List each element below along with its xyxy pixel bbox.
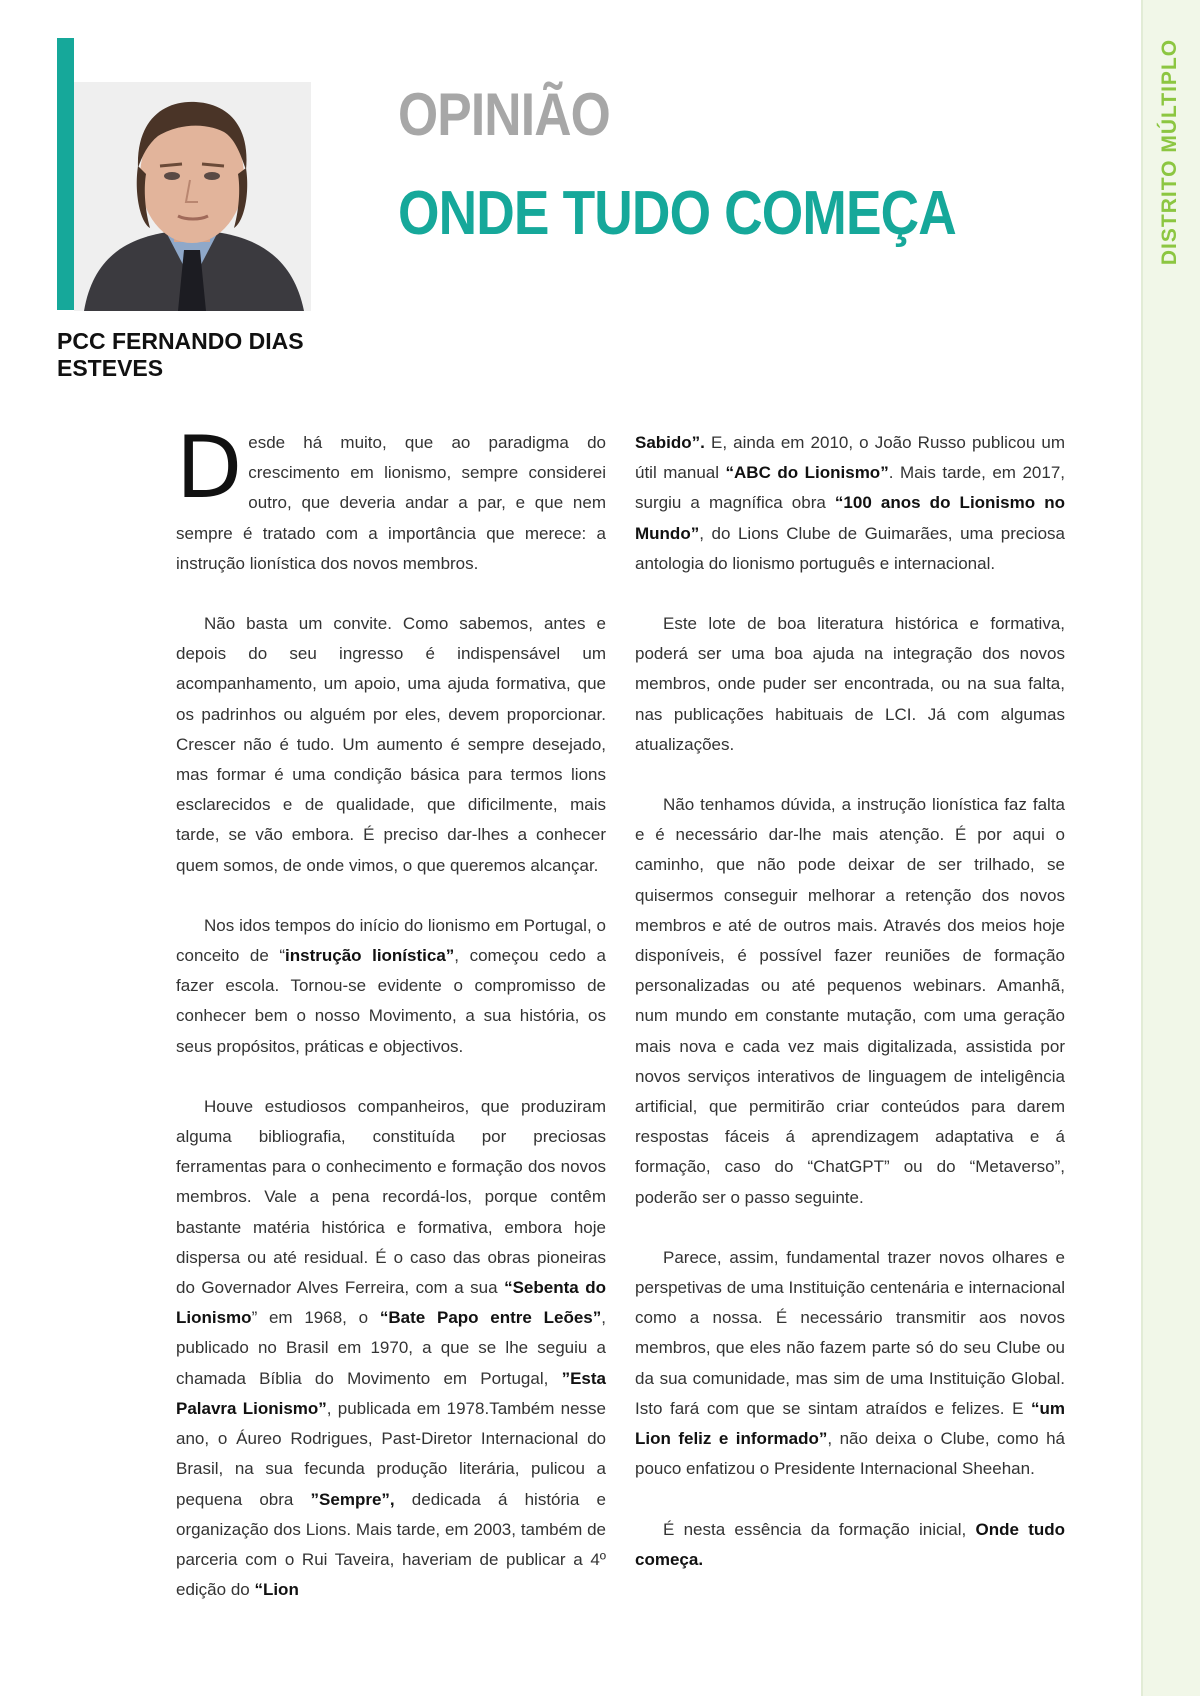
article-paragraph: Não basta um convite. Como sabemos, antes e depois do seu ingresso é indispensável um acompanhamento, um apoio, uma ajuda formativa, que os padrinhos ou alguém por eles, devem proporcionar. Crescer não é tudo. Um aumento é sempre desejado, mas formar é uma condição básica para termos lions esclarecidos e de qualidade, que dificilmente, mais tarde, se vão embora. É preciso dar-lhes a conhecer quem somos, de onde vimos, o que queremos alcançar.	[176, 614, 606, 875]
author-portrait-image	[74, 82, 311, 311]
article-title: ONDE TUDO COMEÇA	[398, 179, 956, 248]
author-photo	[74, 82, 311, 311]
author-name-line1: PCC FERNANDO DIAS	[57, 328, 304, 354]
article-paragraph: Desde há muito, que ao paradigma do crescimento em lionismo, sempre considerei outro, que deveria andar a par, e que nem sempre é tratado com a importância que merece: a instrução lionística dos novos membros.	[176, 418, 606, 573]
article-paragraph: Parece, assim, fundamental trazer novos olhares e perspetivas de uma Instituição centenária e internacional como a nossa. É necessário transmitir aos novos membros, que eles não fazem parte só do seu Clube ou da sua comunidade, mas sim de uma Instituição Global. Isto fará com que se sintam atraídos e felizes. E “um Lion feliz e informado”, não deixa o Clube, como há pouco enfatizou o Presidente Internacional Sheehan.	[635, 1247, 1065, 1479]
article-paragraph: É nesta essência da formação inicial, Onde tudo começa.	[635, 1519, 1066, 1569]
article-paragraph: Nos idos tempos do início do lionismo em Portugal, o conceito de “instrução lionística”, começou cedo a fazer escola. Tornou-se evidente o compromisso de conhecer bem o nosso Movimento, a sua história, os seus propósitos, práticas e objectivos.	[176, 915, 606, 1056]
article-paragraph: Este lote de boa literatura histórica e formativa, poderá ser uma boa ajuda na integração dos novos membros, onde puder ser encontrada, ou na sua falta, nas publicações habituais de LCI. Já com algumas atualizações.	[635, 614, 1065, 754]
article-paragraph: Sabido”. E, ainda em 2010, o João Russo publicou um útil manual “ABC do Lionismo”. Mais tarde, em 2017, surgiu a magnífica obra “100 anos do Lionismo no Mundo”, do Lions Clube de Guimarães, uma preciosa antologia do lionismo português e internacional.	[635, 433, 1065, 573]
article-column-left	[176, 418, 607, 1635]
article-paragraph: Não tenhamos dúvida, a instrução lionística faz falta e é necessário dar-lhe mais atenção. É por aqui o caminho, que não pode deixar de ser trilhado, se quisermos conseguir melhorar a retenção dos novos membros e até de outros mais. Através dos meios hoje disponíveis, é possível fazer reuniões de formação personalizadas ou até pequenos webinars. Amanhã, num mundo em constante mutação, com uma geração mais nova e cada vez mais digitalizada, assistida por novos serviços interativos de linguagem de inteligência artificial, que permitirão criar conteúdos para darem respostas fáceis á aprendizagem adaptativa e á formação, caso do “ChatGPT” ou do “Metaverso”, poderão ser o passo seguinte.	[635, 795, 1065, 1207]
author-name-line2: ESTEVES	[57, 355, 164, 381]
accent-bar	[57, 38, 74, 310]
drop-cap: D	[176, 418, 243, 518]
section-kicker: OPINIÃO	[398, 81, 610, 148]
author-name	[57, 328, 357, 382]
article-column-right	[635, 428, 1065, 1605]
sidebar-label: DISTRITO MÚLTIPLO	[1158, 38, 1181, 266]
article-paragraph: Houve estudiosos companheiros, que produziram alguma bibliografia, constituída por preciosas ferramentas para o conhecimento e formação dos novos membros. Vale a pena recordá-los, porque contêm bastante matéria histórica e formativa, embora hoje dispersa ou até residual. É o caso das obras pioneiras do Governador Alves Ferreira, com a sua “Sebenta do Lionismo” em 1968, o “Bate Papo entre Leões”, publicado no Brasil em 1970, a que se lhe seguiu a chamada Bíblia do Movimento em Portugal, ”Esta Palavra Lionismo”, publicada em 1978.Também nesse ano, o Áureo Rodrigues, Past-Diretor Internacional do Brasil, na sua fecunda produção literária, pulicou a pequena obra ”Sempre”, dedicada á história e organização dos Lions. Mais tarde, em 2003, também de parceria com o Rui Taveira, haveriam de publicar a 4º edição do “Lion	[176, 1096, 607, 1600]
